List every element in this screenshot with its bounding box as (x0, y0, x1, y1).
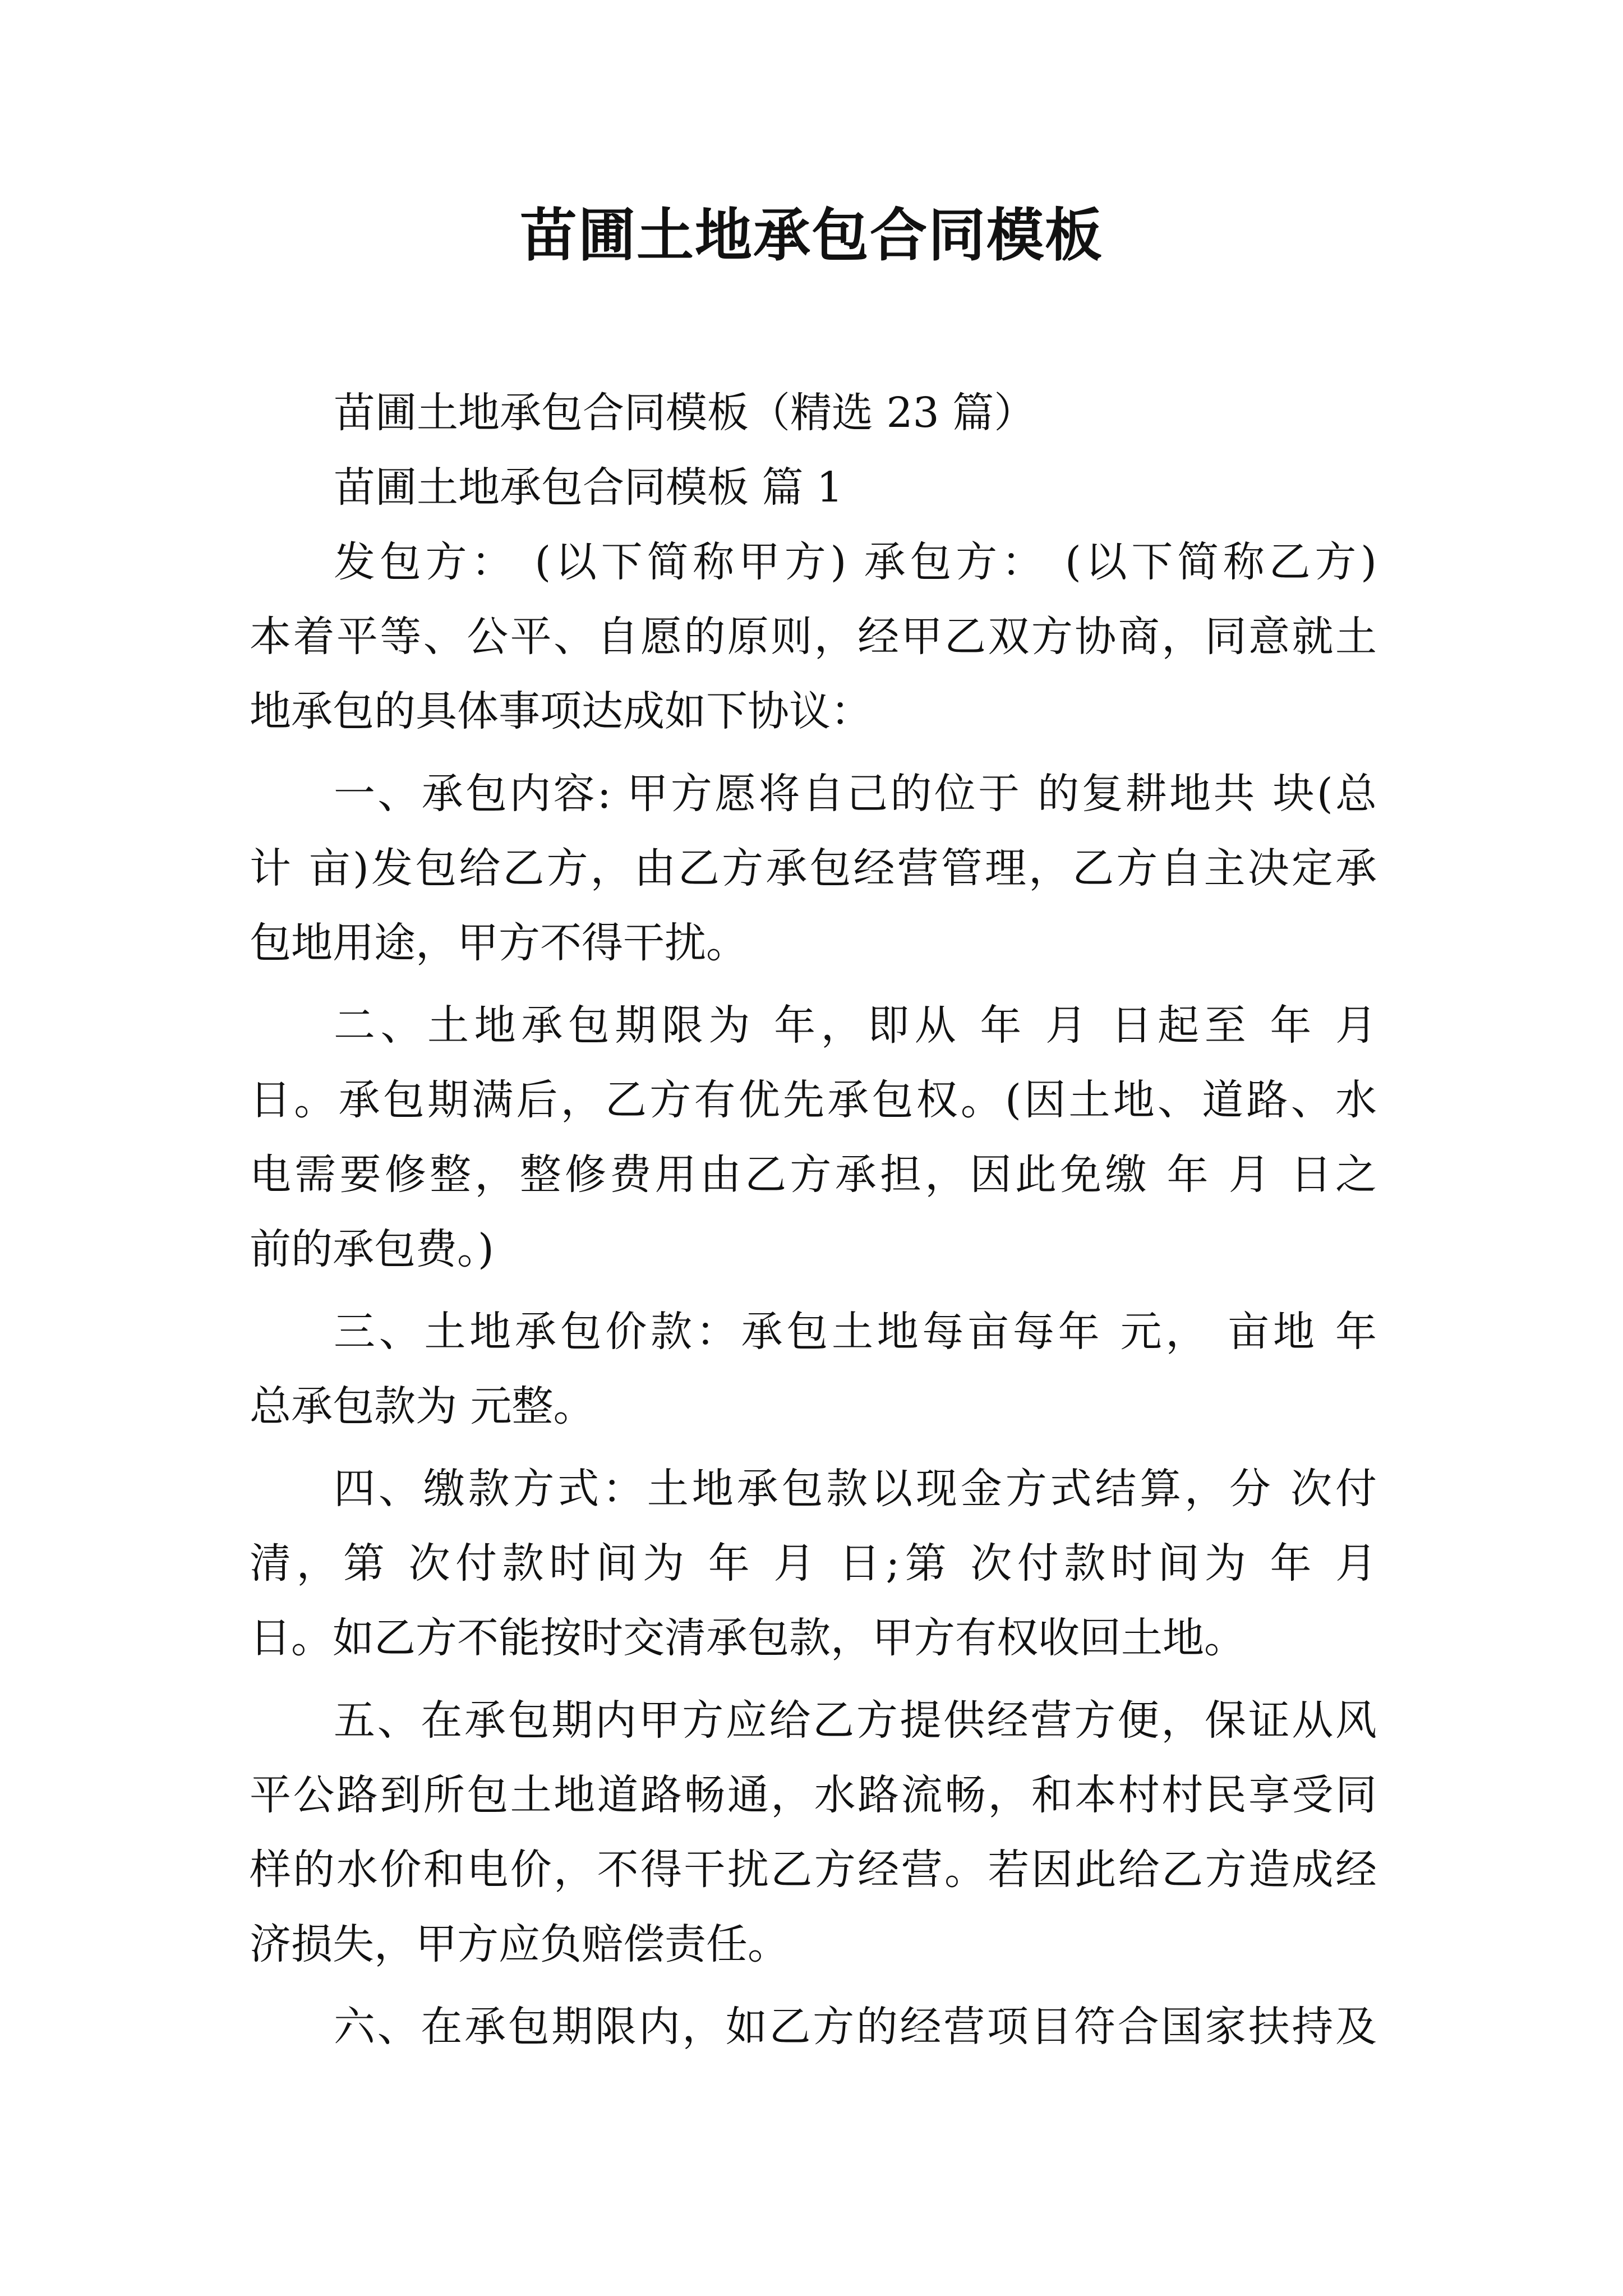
paragraph-gap (250, 1676, 1377, 1683)
text-line: 发包方： (以下简称甲方) 承包方： (以下简称乙方) (334, 538, 1377, 586)
text-line: 苗圃土地承包合同模板（精选 23 篇） (334, 389, 1036, 437)
text-line: 包地用途，甲方不得干扰。 (250, 919, 748, 967)
paragraph-gap (250, 749, 1377, 757)
document-body (250, 376, 1377, 2064)
text-line: 总承包款为 元整。 (250, 1382, 595, 1430)
text-line: 一、承包内容: 甲方愿将自己的位于 的复耕地共 块(总 (334, 770, 1377, 818)
text-line: 清，第 次付款时间为 年 月 日;第 次付款时间为 年 月 (250, 1539, 1377, 1588)
text-line: 苗圃土地承包合同模板 篇 1 (334, 463, 843, 512)
paragraph-gap (250, 1287, 1377, 1295)
text-line: 四、缴款方式：土地承包款以现金方式结算，分 次付 (334, 1465, 1377, 1513)
document-title: 苗圃土地承包合同模板 (520, 202, 1103, 269)
paragraph-gap (250, 981, 1377, 988)
text-line: 平公路到所包土地道路畅通，水路流畅，和本村村民享受同 (250, 1771, 1377, 1819)
text-line: 三、土地承包价款：承包土地每亩每年 元， 亩地 年 (334, 1308, 1377, 1356)
text-line: 二、土地承包期限为 年，即从 年 月 日起至 年 月 (334, 1001, 1377, 1050)
text-line: 日。如乙方不能按时交清承包款，甲方有权收回土地。 (250, 1614, 1246, 1662)
text-line: 六、在承包期限内，如乙方的经营项目符合国家扶持及 (334, 2003, 1377, 2051)
text-line: 电需要修整，整修费用由乙方承担，因此免缴 年 月 日之 (250, 1151, 1377, 1199)
text-line: 前的承包费。) (250, 1225, 494, 1273)
paragraph-gap (250, 1982, 1377, 1990)
text-line: 五、在承包期内甲方应给乙方提供经营方便，保证从风 (334, 1696, 1377, 1745)
text-line: 济损失，甲方应负赔偿责任。 (250, 1920, 789, 1968)
text-line: 日。承包期满后，乙方有优先承包权。(因土地、道路、水 (250, 1076, 1377, 1124)
text-line: 本着平等、公平、自愿的原则，经甲乙双方协商，同意就土 (250, 613, 1377, 661)
text-line: 计 亩)发包给乙方，由乙方承包经营管理，乙方自主决定承 (250, 844, 1377, 892)
text-line: 样的水价和电价，不得干扰乙方经营。若因此给乙方造成经 (250, 1846, 1377, 1894)
paragraph-gap (250, 1444, 1377, 1452)
text-line: 地承包的具体事项达成如下协议： (250, 687, 872, 735)
